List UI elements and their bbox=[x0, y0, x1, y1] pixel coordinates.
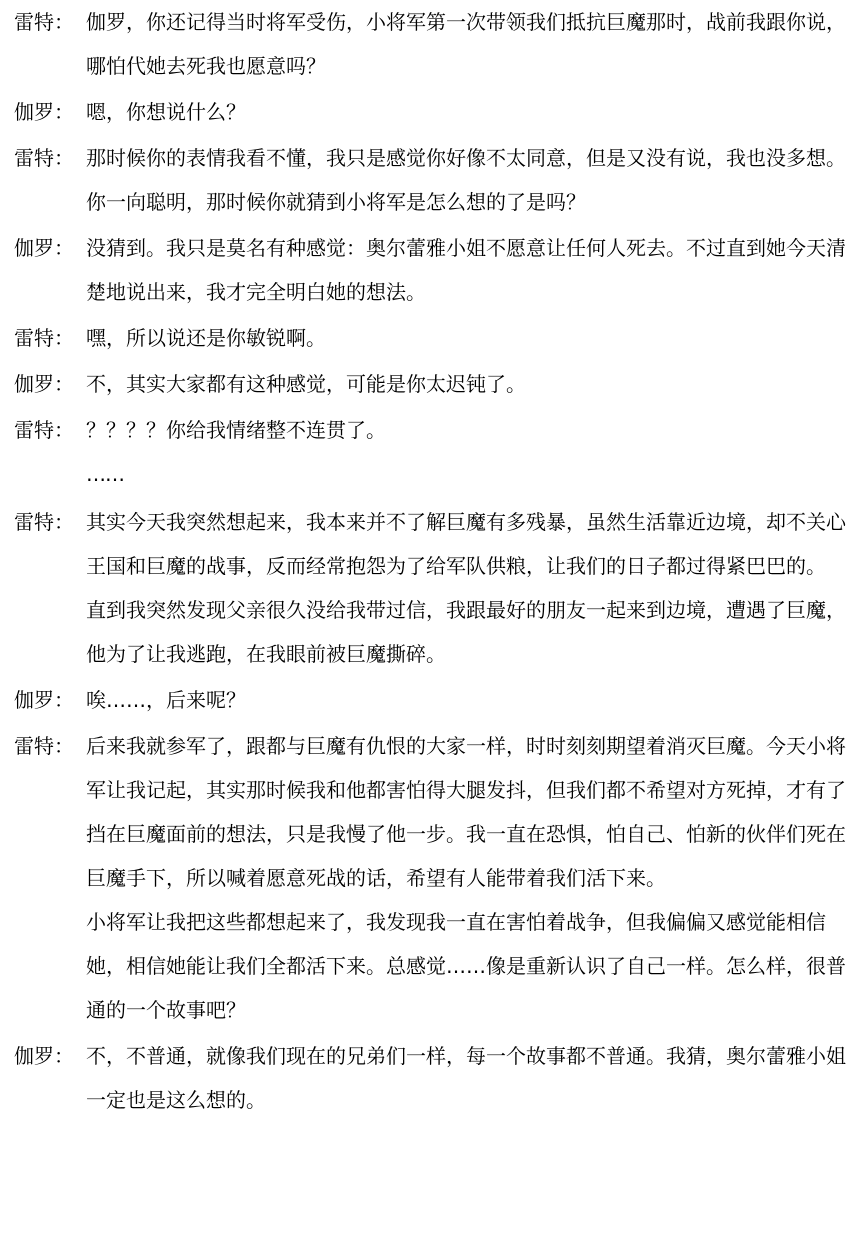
dialogue-line: 没猜到。我只是莫名有种感觉：奥尔蕾雅小姐不愿意让任何人死去。不过直到她今天清楚地说出来，我才完全明白她的想法。 bbox=[86, 236, 846, 304]
speaker-label: 雷特： bbox=[14, 734, 74, 758]
speaker-label: 伽罗： bbox=[14, 1044, 74, 1068]
dialogue-entry bbox=[0, 724, 867, 1032]
speaker-label: 伽罗： bbox=[14, 100, 74, 124]
dialogue-line: 嘿，所以说还是你敏锐啊。 bbox=[86, 326, 326, 350]
dialogue-entry bbox=[0, 316, 867, 360]
speaker-label: 雷特： bbox=[14, 10, 74, 34]
dialogue-line: 后来我就参军了，跟都与巨魔有仇恨的大家一样，时时刻刻期望着消灭巨魔。今天小将军让我记起，其实那时候我和他都害怕得大腿发抖，但我们都不希望对方死掉，才有了挡在巨魔面前的想法，只是我慢了他一步。我一直在恐惧，怕自己、怕新的伙伴们死在巨魔手下，所以喊着愿意死战的话，希望有人能带着我们活下来。 bbox=[86, 734, 846, 890]
dialogue-line: 直到我突然发现父亲很久没给我带过信，我跟最好的朋友一起来到边境，遭遇了巨魔，他为了让我逃跑，在我眼前被巨魔撕碎。 bbox=[86, 598, 846, 666]
speaker-label: 雷特： bbox=[14, 146, 74, 170]
dialogue-entry bbox=[0, 500, 867, 676]
speaker-label: 伽罗： bbox=[14, 372, 74, 396]
dialogue-line: 那时候你的表情我看不懂，我只是感觉你好像不太同意，但是又没有说，我也没多想。你一向聪明，那时候你就猜到小将军是怎么想的了是吗？ bbox=[86, 146, 846, 214]
speaker-label: 雷特： bbox=[14, 510, 74, 534]
dialogue-line: 唉……，后来呢？ bbox=[86, 688, 246, 712]
dialogue-line: 嗯，你想说什么？ bbox=[86, 100, 246, 124]
dialogue-entry bbox=[0, 90, 867, 134]
speaker-label: 伽罗： bbox=[14, 236, 74, 260]
dialogue-entry bbox=[0, 408, 867, 452]
speaker-label: 伽罗： bbox=[14, 688, 74, 712]
dialogue-entry bbox=[0, 0, 867, 88]
speaker-label: 雷特： bbox=[14, 326, 74, 350]
dialogue-line: ？？？？你给我情绪整不连贯了。 bbox=[86, 418, 386, 442]
dialogue-entry bbox=[0, 678, 867, 722]
dialogue-line: 不，不普通，就像我们现在的兄弟们一样，每一个故事都不普通。我猜，奥尔蕾雅小姐一定也是这么想的。 bbox=[86, 1044, 846, 1112]
dialogue-entry bbox=[0, 1034, 867, 1122]
ellipsis-separator: …… bbox=[86, 462, 124, 486]
dialogue-entry bbox=[0, 136, 867, 224]
dialogue-entry bbox=[0, 226, 867, 314]
dialogue-line: 小将军让我把这些都想起来了，我发现我一直在害怕着战争，但我偏偏又感觉能相信她，相信她能让我们全都活下来。总感觉……像是重新认识了自己一样。怎么样，很普通的一个故事吧？ bbox=[86, 910, 846, 1022]
dialogue-line: 其实今天我突然想起来，我本来并不了解巨魔有多残暴，虽然生活靠近边境，却不关心王国和巨魔的战事，反而经常抱怨为了给军队供粮，让我们的日子都过得紧巴巴的。 bbox=[86, 510, 846, 578]
dialogue-line: 伽罗，你还记得当时将军受伤，小将军第一次带领我们抵抗巨魔那时，战前我跟你说，哪怕代她去死我也愿意吗？ bbox=[86, 10, 846, 78]
dialogue-entry bbox=[0, 362, 867, 406]
scene-break bbox=[0, 452, 867, 496]
dialogue-line: 不，其实大家都有这种感觉，可能是你太迟钝了。 bbox=[86, 372, 526, 396]
speaker-label: 雷特： bbox=[14, 418, 74, 442]
